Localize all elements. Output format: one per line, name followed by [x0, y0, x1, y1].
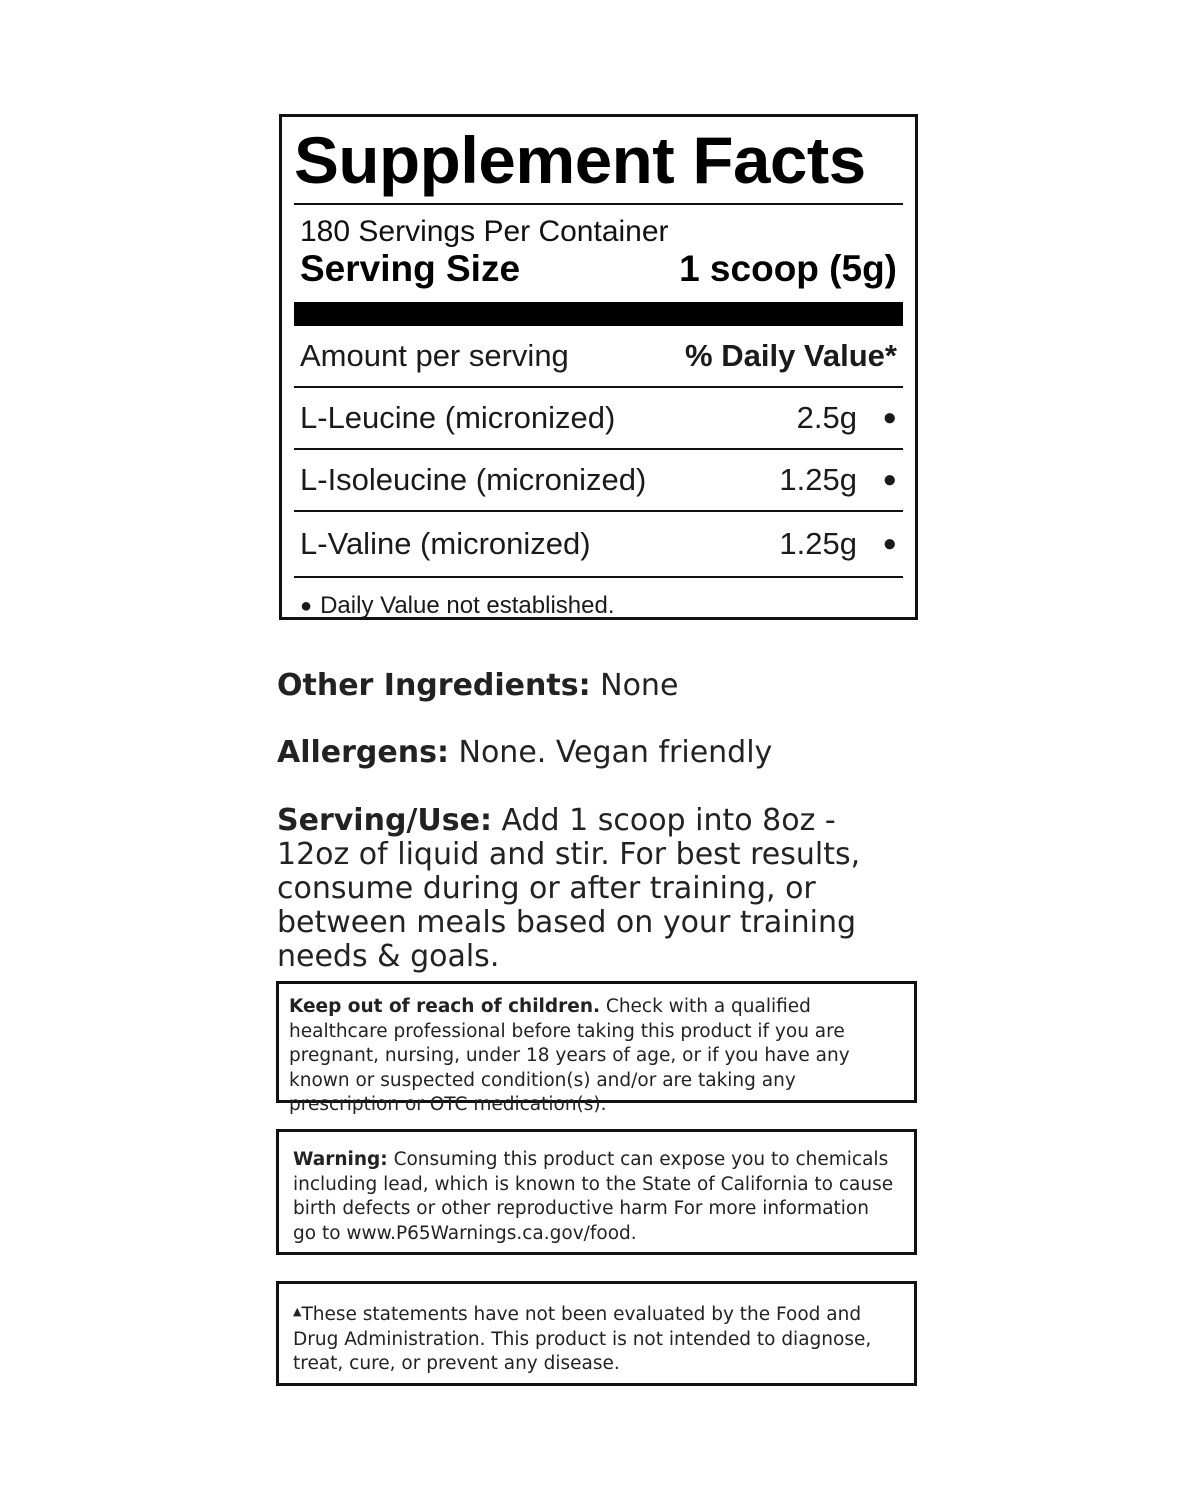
nutrient-row — [300, 388, 897, 448]
serving-size-value: 1 scoop (5g) — [679, 248, 897, 289]
bullet-icon: ● — [882, 466, 897, 493]
nutrient-amount: 1.25g — [779, 462, 857, 497]
prop65-warning-text: Consuming this product can expose you to chemicals including lead, which is known to the State of California to cause birth defects or other reproductive harm For more information go to www.P65Warnings.ca.gov/food. — [293, 1149, 894, 1244]
divider — [294, 576, 903, 578]
fda-disclaimer-box — [276, 1281, 917, 1386]
daily-value-footnote — [300, 592, 897, 620]
prop65-warning-box — [276, 1129, 917, 1255]
facts-title: Supplement Facts — [294, 123, 866, 197]
nutrient-amount: 2.5g — [796, 400, 857, 435]
serving-use-label: Serving/Use: — [277, 803, 492, 838]
nutrient-name: L-Leucine (micronized) — [300, 400, 616, 435]
bullet-icon: ● — [882, 530, 897, 557]
children-warning-label: Keep out of reach of children. — [289, 996, 601, 1017]
nutrient-amount: 1.25g — [779, 526, 857, 561]
nutrient-row — [300, 512, 897, 576]
other-ingredients-value: None — [590, 668, 679, 703]
supplement-facts-panel — [279, 114, 918, 620]
allergens — [277, 736, 927, 770]
daily-value-header: % Daily Value* — [685, 338, 897, 373]
serving-use — [277, 804, 897, 974]
divider — [294, 203, 903, 205]
triangle-icon: ▲ — [293, 1305, 302, 1318]
other-ingredients — [277, 669, 927, 703]
nutrient-name: L-Isoleucine (micronized) — [300, 462, 647, 497]
serving-use-value: Add 1 scoop into 8oz - 12oz of liquid and stir. For best results, consume during or after training, or between meals based on your training needs & goals. — [277, 803, 861, 974]
nutrient-name: L-Valine (micronized) — [300, 526, 591, 561]
other-ingredients-label: Other Ingredients: — [277, 668, 591, 703]
serving-size-row — [300, 248, 897, 290]
servings-per-container: 180 Servings Per Container — [300, 215, 669, 248]
children-warning-box — [276, 981, 917, 1115]
allergens-value: None. Vegan friendly — [448, 735, 773, 770]
allergens-label: Allergens: — [277, 735, 449, 770]
serving-size-label: Serving Size — [300, 248, 521, 289]
amount-per-serving: Amount per serving — [300, 338, 569, 373]
children-warning-text: Check with a qualified healthcare professional before taking this product if you are pregnant, nursing, under 18 years of age, or if you have any known or suspected condition(s) and/or are taking any prescription or OTC medication(s). — [289, 996, 850, 1115]
fda-disclaimer-text: These statements have not been evaluated by the Food and Drug Administration. This product is not intended to diagnose, treat, cure, or prevent any disease. — [293, 1304, 872, 1374]
amount-header-row — [300, 326, 897, 386]
bullet-icon: ● — [882, 404, 897, 431]
footnote-text: Daily Value not established. — [320, 592, 615, 619]
bullet-icon: ● — [300, 594, 313, 617]
prop65-warning-label: Warning: — [293, 1149, 388, 1170]
nutrient-row — [300, 450, 897, 510]
thick-divider — [294, 302, 903, 326]
